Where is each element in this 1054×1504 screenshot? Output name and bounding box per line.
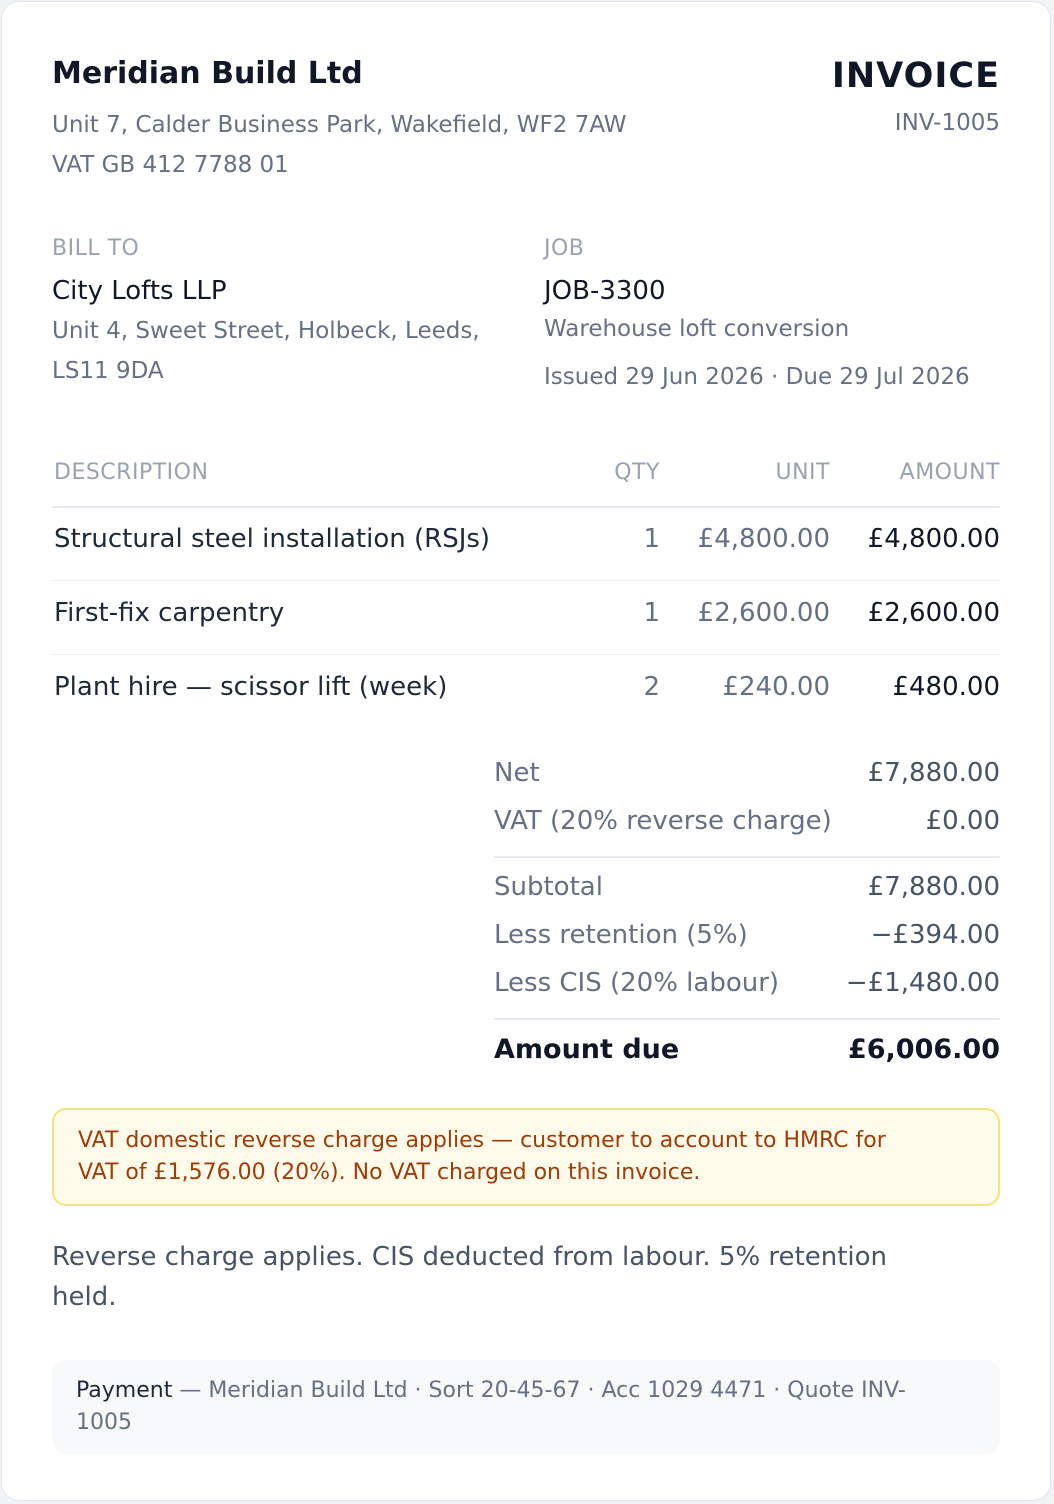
row-qty: 2 — [643, 672, 660, 702]
row-amount: £4,800.00 — [867, 524, 1000, 554]
bill-to-address-line2: LS11 9DA — [52, 358, 164, 384]
notice-line2: VAT of £1,576.00 (20%). No VAT charged on this invoice. — [78, 1160, 701, 1185]
net-label: Net — [494, 758, 540, 788]
invoice-notes-line1: Reverse charge applies. CIS deducted from labour. 5% retention — [52, 1242, 888, 1272]
subtotal-label: Subtotal — [494, 872, 603, 902]
notice-line1: VAT domestic reverse charge applies — customer to account to HMRC for — [78, 1128, 886, 1153]
table-row — [2, 580, 1050, 654]
payment-details-text: — Meridian Build Ltd · Sort 20-45-67 · Acc 1029 4471 · Quote INV- — [172, 1378, 906, 1403]
amount-due-value: £6,006.00 — [847, 1034, 1000, 1065]
payment-line2: 1005 — [76, 1410, 132, 1435]
invoice-number: INV-1005 — [894, 110, 1000, 136]
net-value: £7,880.00 — [867, 758, 1000, 788]
table-row — [2, 654, 1050, 728]
row-unit-price: £2,600.00 — [697, 598, 830, 628]
retention-value: −£394.00 — [870, 920, 1000, 950]
job-dates: Issued 29 Jun 2026 · Due 29 Jul 2026 — [544, 364, 970, 390]
invoice-page — [1, 1, 1051, 1501]
job-label: JOB — [544, 236, 585, 261]
invoice-title: INVOICE — [831, 56, 1000, 96]
row-qty: 1 — [643, 598, 660, 628]
reverse-charge-notice — [52, 1108, 1000, 1206]
company-vat-number: VAT GB 412 7788 01 — [52, 152, 289, 178]
job-description: Warehouse loft conversion — [544, 316, 850, 342]
row-description: Plant hire — scissor lift (week) — [54, 672, 448, 702]
company-name: Meridian Build Ltd — [52, 56, 363, 91]
payment-label: Payment — [76, 1378, 173, 1403]
row-qty: 1 — [643, 524, 660, 554]
job-id: JOB-3300 — [544, 276, 666, 306]
amount-due-label: Amount due — [494, 1034, 680, 1065]
retention-label: Less retention (5%) — [494, 920, 748, 950]
totals-divider — [494, 856, 1000, 858]
bill-to-name: City Lofts LLP — [52, 276, 227, 306]
row-description: First-fix carpentry — [54, 598, 285, 628]
amount-due-divider — [494, 1018, 1000, 1020]
cis-value: −£1,480.00 — [845, 968, 1000, 998]
header-qty: QTY — [614, 460, 660, 485]
row-unit-price: £4,800.00 — [697, 524, 830, 554]
header-amount: AMOUNT — [899, 460, 1000, 485]
cis-label: Less CIS (20% labour) — [494, 968, 780, 998]
row-amount: £480.00 — [892, 672, 1000, 702]
table-row — [2, 506, 1050, 580]
header-description: DESCRIPTION — [54, 460, 209, 485]
header-unit: UNIT — [775, 460, 830, 485]
invoice-notes-line2: held. — [52, 1282, 117, 1312]
row-unit-price: £240.00 — [722, 672, 830, 702]
bill-to-address-line1: Unit 4, Sweet Street, Holbeck, Leeds, — [52, 318, 480, 344]
company-address: Unit 7, Calder Business Park, Wakefield, WF2 7AW — [52, 112, 627, 138]
vat-value: £0.00 — [925, 806, 1000, 836]
vat-label: VAT (20% reverse charge) — [494, 806, 832, 836]
payment-details — [52, 1360, 1000, 1454]
payment-line1 — [76, 1378, 906, 1403]
row-description: Structural steel installation (RSJs) — [54, 524, 491, 554]
row-amount: £2,600.00 — [867, 598, 1000, 628]
subtotal-value: £7,880.00 — [867, 872, 1000, 902]
bill-to-label: BILL TO — [52, 236, 140, 261]
